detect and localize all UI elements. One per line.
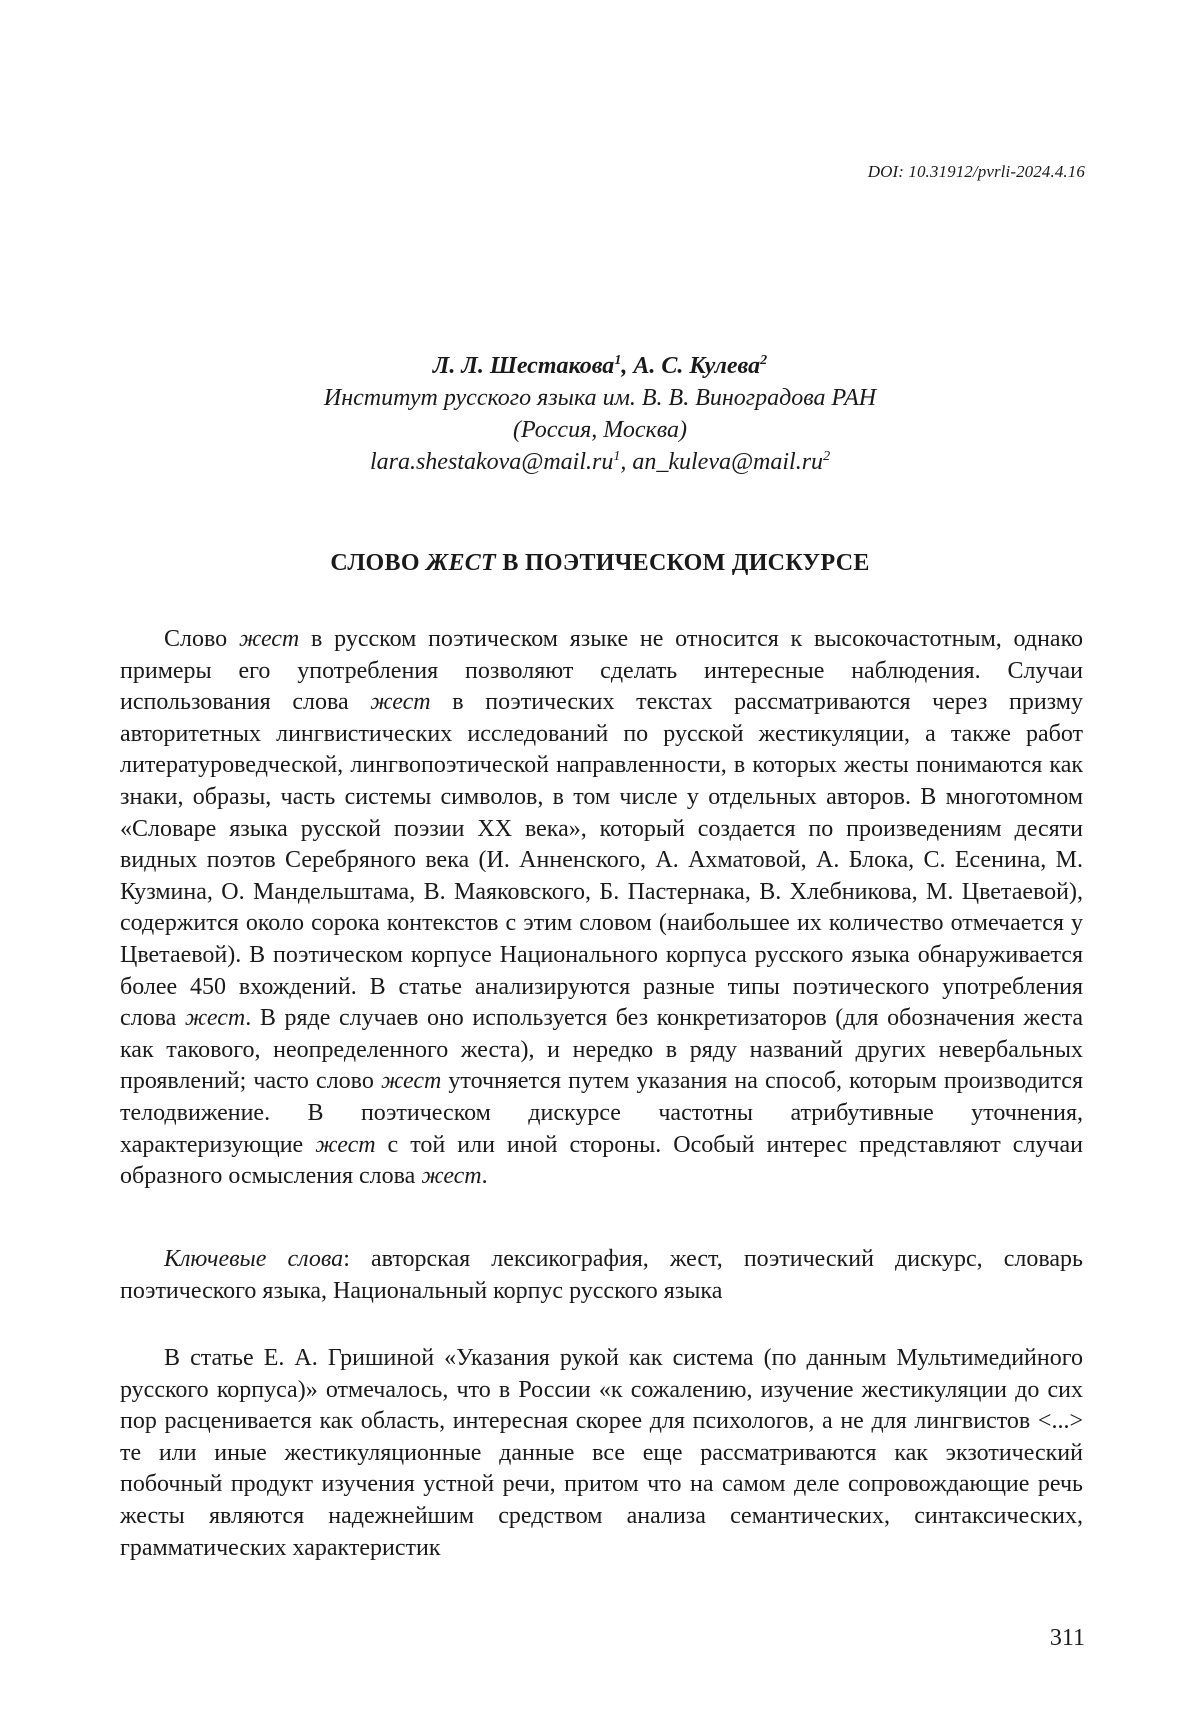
doi-label: DOI: 10.31912/pvrli-2024.4.16 <box>867 162 1085 181</box>
keywords <box>120 1244 1083 1307</box>
abstract-paragraph <box>120 624 1083 1193</box>
author-2: А. С. Кулева <box>633 353 761 379</box>
abstract-term: жест <box>380 1068 442 1095</box>
intro-paragraph: В статье Е. А. Гришиной «Указания рукой как система (по данным Мультимедийного русского корпуса)» отмечалось, что в России «к сожалению, изучение жестикуляции до сих пор расценивается как область, интересная скорее для психологов, а не для лингвистов <...> те или иные жестикуляционные данные все еще рассматриваются как экзотический побочный продукт изучения устной речи, притом что на самом деле сопровождающие речь жесты являются надежнейшим средством анализа семантических, синтаксических, грамматических характеристик <box>120 1345 1083 1561</box>
title-italic-word: ЖЕСТ <box>426 550 497 576</box>
abstract-term: жест <box>370 689 431 716</box>
abstract-term: жест <box>184 1005 246 1032</box>
abstract-text: уточняется путем указания на способ, которым производится телодвижение. В поэтическом дискурсе частотны атрибутивные уточнения, характеризующие <box>120 1068 1083 1158</box>
email-1[interactable]: lara.shestakova@mail.ru <box>369 449 614 475</box>
abstract <box>120 624 1083 1193</box>
keywords-paragraph <box>120 1244 1083 1307</box>
author-separator: , <box>621 353 634 379</box>
email-2[interactable]: an_kuleva@mail.ru <box>632 449 824 475</box>
main-text <box>120 1343 1083 1564</box>
abstract-term: жест <box>238 626 300 652</box>
abstract-text: . В ряде случаев оно используется без конкретизаторов (для обозначения жеста как такового, неопределенного жеста), и нередко в ряду названий других невербальных проявлений; часто слово <box>120 1005 1083 1095</box>
author-1-footnote: 1 <box>614 353 622 368</box>
keywords-separator: : <box>343 1246 371 1272</box>
title-part-1: СЛОВО <box>330 550 427 576</box>
abstract-text: с той или иной стороны. Особый интерес представляют случаи образного осмысления слова <box>120 1131 1084 1190</box>
author-2-footnote: 2 <box>760 353 768 368</box>
email-separator: , <box>620 449 633 475</box>
abstract-text: Слово <box>164 626 239 652</box>
abstract-text: в поэтических текстах рассматриваются через призму авторитетных лингвистических исследований по русской жестикуляции, а также работ литературоведческой, лингвопоэтической направленности, в которых жесты понимаются как знаки, образы, часть системы символов, в том числе у отдельных авторов. В многотомном «Словаре языка русской поэзии XX века», который создается по произведениям десяти видных поэтов Серебряного века (И. Анненского, А. Ахматовой, А. Блока, С. Есенина, М. Кузмина, О. Мандельштама, В. Маяковского, Б. Пастернака, В. Хлебникова, М. Цветаевой), содержится около сорока контекстов с этим словом (наибольшее их количество отмечается у Цветаевой). В поэтическом корпусе Национального корпуса русского языка обнаруживается более 450 вхождений. В статье анализируются разные типы поэтического употребления слова <box>120 689 1083 1032</box>
abstract-text: . <box>481 1163 488 1190</box>
abstract-text: в русском поэтическом языке не относится к высокочастотным, однако примеры его употребления позволяют сделать интересные наблюдения. Случаи использования слова <box>120 626 1084 716</box>
abstract-term: жест <box>315 1131 376 1158</box>
page-number: 311 <box>1049 1625 1085 1651</box>
title-part-2: В ПОЭТИЧЕСКОМ ДИСКУРСЕ <box>496 550 870 576</box>
author-1: Л. Л. Шестакова <box>432 353 615 379</box>
authors-line <box>110 350 1090 382</box>
abstract-term: жест <box>421 1163 482 1190</box>
article-title <box>110 550 1090 577</box>
location: (Россия, Москва) <box>512 417 688 443</box>
email-1-footnote: 1 <box>613 449 621 464</box>
emails-line <box>110 446 1090 478</box>
article-header <box>110 350 1090 478</box>
keywords-label: Ключевые слова <box>164 1246 344 1272</box>
keywords-text: авторская лексикография, жест, поэтический дискурс, словарь поэтического языка, Национальный корпус русского языка <box>120 1246 1083 1304</box>
email-2-footnote: 2 <box>823 449 831 464</box>
affiliation: Институт русского языка им. В. В. Виноградова РАН <box>323 385 877 411</box>
